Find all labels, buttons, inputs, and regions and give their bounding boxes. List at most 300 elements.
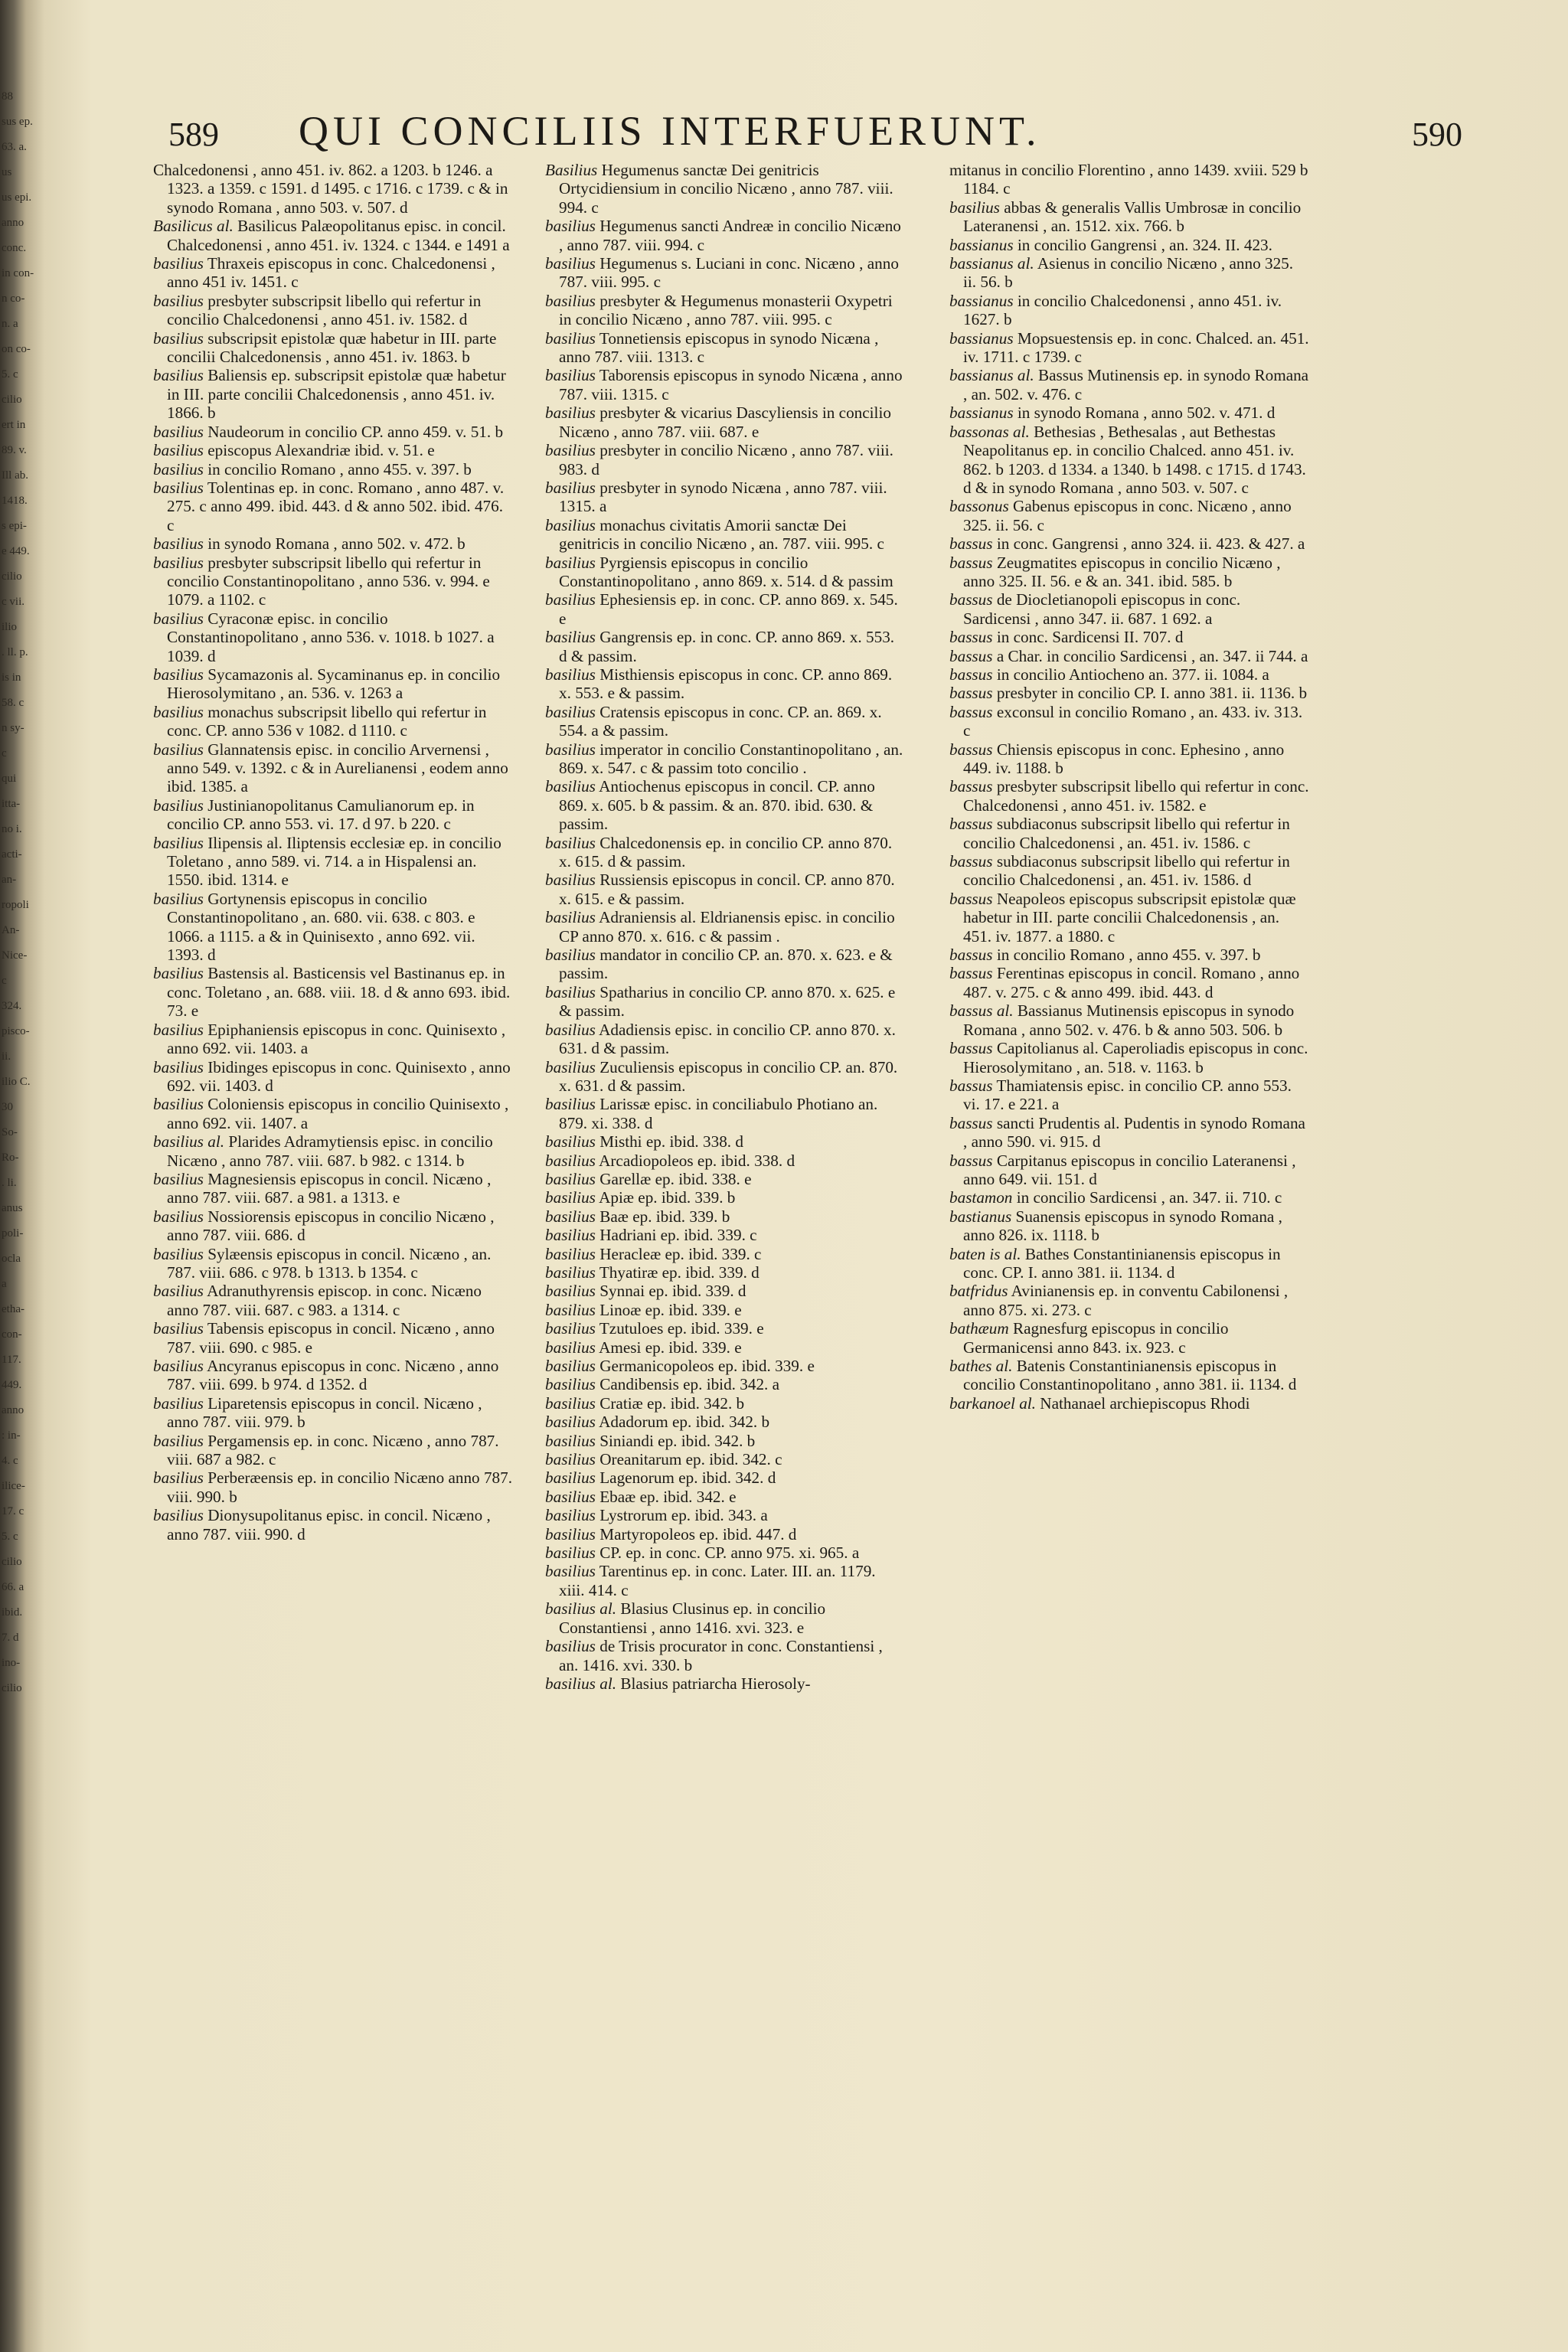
entry-text: in conc. Sardicensi II. 707. d bbox=[996, 628, 1184, 647]
entry-headword: bassus bbox=[949, 553, 993, 572]
entry-text: Adranuthyrensis episcop. in conc. Nicæno anno 787. viii. 687. c 983. a 1314. c bbox=[167, 1282, 482, 1319]
entry-headword: basilius bbox=[545, 1431, 596, 1450]
gutter-fragment: is in bbox=[2, 671, 21, 684]
entry-headword: basilius bbox=[545, 833, 596, 852]
entry-text: abbas & generalis Vallis Umbrosæ in concilio Lateranensi , an. 1512. xix. 766. b bbox=[963, 198, 1302, 236]
gutter-fragment: s epi- bbox=[2, 520, 27, 532]
index-entry bbox=[153, 460, 513, 479]
index-entry bbox=[153, 534, 513, 553]
entry-text: Justinianopolitanus Camulianorum ep. in concilio CP. anno 553. vi. 17. d 97. b 220. c bbox=[167, 795, 475, 834]
entry-headword: bassianus bbox=[949, 235, 1014, 254]
entry-text: presbyter in concilio CP. I. anno 381. ii. 1136. b bbox=[996, 684, 1308, 703]
index-entry bbox=[949, 740, 1309, 778]
index-entry bbox=[949, 815, 1309, 852]
entry-text: Ferentinas episcopus in concil. Romano , anno 487. v. 275. c & anno 499. ibid. 443. d bbox=[963, 964, 1300, 1001]
entry-text: Spatharius in concilio CP. anno 870. x. 625. e & passim. bbox=[559, 982, 896, 1021]
entry-headword: barkanoel al. bbox=[949, 1393, 1036, 1413]
entry-headword: basilius bbox=[545, 871, 596, 890]
entry-headword: basilius bbox=[545, 441, 596, 460]
entry-headword: basilius bbox=[153, 1169, 204, 1188]
index-entry bbox=[545, 1468, 905, 1487]
entry-text: imperator in concilio Constantinopolitano , an. 869. x. 547. c & passim toto concilio . bbox=[559, 740, 903, 777]
gutter-fragment: Nice- bbox=[2, 949, 28, 962]
gutter-fragment: 58. c bbox=[2, 697, 24, 709]
gutter-fragment: us bbox=[2, 166, 12, 178]
entry-headword: basilius bbox=[545, 1226, 596, 1245]
index-entry bbox=[949, 628, 1309, 646]
entry-headword: basilius bbox=[153, 553, 204, 572]
entry-headword: basilius bbox=[153, 366, 204, 385]
gutter-fragment: ino- bbox=[2, 1657, 21, 1669]
index-entry bbox=[153, 1394, 513, 1432]
index-entry bbox=[153, 1319, 513, 1357]
index-entry bbox=[949, 366, 1309, 403]
entry-headword: bassus bbox=[949, 702, 993, 721]
entry-text: presbyter in synodo Nicæna , anno 787. viii. 1315. a bbox=[559, 478, 887, 516]
entry-text: Ragnesfurg episcopus in concilio Germanicensi anno 843. ix. 923. c bbox=[963, 1319, 1229, 1357]
index-column-1 bbox=[153, 161, 513, 2320]
entry-text: Chalcedonensis ep. in concilio CP. anno 870. x. 615. d & passim. bbox=[559, 833, 893, 871]
index-entry bbox=[545, 1188, 905, 1207]
index-entry bbox=[153, 554, 513, 609]
entry-text: monachus subscripsit libello qui refertur in conc. CP. anno 536 v 1082. d 1110. c bbox=[167, 702, 487, 740]
gutter-fragment: con- bbox=[2, 1328, 22, 1341]
entry-text: Apiæ ep. ibid. 339. b bbox=[599, 1188, 736, 1207]
index-entry bbox=[949, 684, 1309, 702]
entry-text: Sylæensis episcopus in concil. Nicæno , an. 787. viii. 686. c 978. b 1313. b 1354. c bbox=[167, 1244, 492, 1282]
entry-headword: basilius bbox=[545, 403, 596, 423]
gutter-fragment: poli- bbox=[2, 1227, 24, 1240]
entry-text: Martyropoleos ep. ibid. 447. d bbox=[599, 1524, 797, 1544]
entry-headword: basilius bbox=[545, 1357, 596, 1375]
gutter-fragment: So- bbox=[2, 1126, 18, 1138]
gutter-fragment: on co- bbox=[2, 343, 31, 355]
entry-headword: basilius bbox=[545, 1263, 596, 1282]
index-entry bbox=[545, 983, 905, 1021]
entry-text: Basilicus Palæopolitanus episc. in concil. Chalcedonensi , anno 451. iv. 1324. c 1344. e 1491 a bbox=[167, 217, 510, 254]
index-entry bbox=[949, 329, 1309, 367]
entry-text: Capitolianus al. Caperoliadis episcopus in conc. Hierosolymitano , an. 518. v. 1163. b bbox=[963, 1039, 1308, 1076]
entry-headword: bassianus al. bbox=[949, 366, 1034, 385]
gutter-fragment: an- bbox=[2, 874, 17, 886]
entry-headword: bassus bbox=[949, 777, 993, 796]
index-entry bbox=[153, 703, 513, 740]
entry-text: Garellæ ep. ibid. 338. e bbox=[599, 1169, 752, 1188]
index-entry bbox=[949, 890, 1309, 946]
index-entry bbox=[545, 554, 905, 591]
index-entry bbox=[949, 590, 1309, 628]
entry-text: Cratensis episcopus in conc. CP. an. 869. x. 554. a & passim. bbox=[559, 702, 882, 740]
entry-text: in synodo Romana , anno 502. v. 472. b bbox=[207, 534, 466, 554]
entry-headword: basilius bbox=[545, 1319, 596, 1338]
index-entry bbox=[545, 161, 905, 217]
gutter-fragment: 117. bbox=[2, 1354, 21, 1366]
entry-text: presbyter subscripsit libello qui refertur in conc. Chalcedonensi , anno 451. iv. 1582. e bbox=[963, 777, 1309, 815]
index-entry bbox=[153, 217, 513, 254]
gutter-fragment: ert in bbox=[2, 419, 26, 431]
index-entry bbox=[949, 1001, 1309, 1039]
entry-text: Plarides Adramytiensis episc. in concilio Nicæno , anno 787. viii. 687. b 982. c 1314. b bbox=[167, 1132, 493, 1170]
entry-headword: basilius bbox=[153, 1431, 204, 1450]
entry-headword: basilius bbox=[545, 590, 596, 609]
index-column-3 bbox=[949, 161, 1309, 2320]
entry-headword: bassus bbox=[949, 815, 993, 834]
index-entry bbox=[153, 1357, 513, 1394]
gutter-fragment: : in- bbox=[2, 1429, 21, 1442]
gutter-fragment: cilio bbox=[2, 570, 22, 583]
gutter-fragment: itta- bbox=[2, 798, 21, 810]
entry-headword: bassus bbox=[949, 1076, 993, 1095]
entry-text: Naudeorum in concilio CP. anno 459. v. 51. b bbox=[207, 422, 504, 441]
entry-text: Lagenorum ep. ibid. 342. d bbox=[599, 1468, 776, 1488]
entry-text: Thamiatensis episc. in concilio CP. anno 553. vi. 17. e 221. a bbox=[963, 1076, 1292, 1114]
entry-text: Bassus Mutinensis ep. in synodo Romana , an. 502. v. 476. c bbox=[963, 366, 1309, 403]
index-entry bbox=[545, 1488, 905, 1506]
index-entry bbox=[153, 292, 513, 329]
entry-headword: basilius bbox=[153, 422, 204, 441]
index-entry bbox=[949, 647, 1309, 665]
entry-text: Chalcedonensi , anno 451. iv. 862. a 1203. b 1246. a 1323. a 1359. c 1591. d 1495. c 1716. c 1739. c & in synodo Romana , anno 503. v. 507. d bbox=[153, 161, 508, 217]
index-entry bbox=[545, 1562, 905, 1599]
entry-text: Zuculiensis episcopus in concilio CP. an. 870. x. 631. d & passim. bbox=[559, 1057, 898, 1095]
index-entry bbox=[949, 1152, 1309, 1189]
entry-text: Epiphaniensis episcopus in conc. Quinisexto , anno 692. vii. 1403. a bbox=[167, 1020, 506, 1058]
entry-text: Liparetensis episcopus in concil. Nicæno , anno 787. viii. 979. b bbox=[167, 1393, 482, 1432]
entry-text: Heracleæ ep. ibid. 339. c bbox=[599, 1244, 762, 1263]
gutter-fragment: anus bbox=[2, 1202, 23, 1214]
entry-headword: basilius bbox=[545, 1300, 596, 1319]
index-entry bbox=[545, 1506, 905, 1524]
index-entry bbox=[949, 1207, 1309, 1245]
entry-headword: basilius bbox=[153, 478, 204, 497]
entry-text: Taborensis episcopus in synodo Nicæna , anno 787. viii. 1315. c bbox=[559, 366, 903, 403]
index-entry bbox=[545, 1394, 905, 1413]
index-column-2 bbox=[545, 161, 905, 2320]
index-entry bbox=[153, 834, 513, 890]
index-entry bbox=[949, 423, 1309, 498]
gutter-fragment: qui bbox=[2, 773, 17, 785]
entry-text: subdiaconus subscripsit libello qui refertur in concilio Chalcedonensi , an. 451. iv. 1586. d bbox=[963, 852, 1290, 890]
entry-headword: basilius bbox=[545, 665, 596, 684]
entry-headword: basilius bbox=[545, 254, 596, 273]
entry-headword: basilius bbox=[545, 702, 596, 721]
entry-text: Dionysupolitanus episc. in concil. Nicæno , anno 787. viii. 990. d bbox=[167, 1506, 491, 1544]
entry-headword: basilius bbox=[545, 1375, 596, 1394]
index-entry bbox=[545, 1058, 905, 1096]
index-entry bbox=[949, 1076, 1309, 1114]
entry-text: Adadiensis episc. in concilio CP. anno 870. x. 631. d & passim. bbox=[559, 1020, 896, 1058]
index-entry bbox=[545, 628, 905, 665]
index-entry bbox=[949, 292, 1309, 329]
entry-headword: basilius bbox=[153, 740, 204, 759]
gutter-fragment: Ill ab. bbox=[2, 469, 28, 482]
entry-headword: basilius bbox=[153, 534, 204, 554]
index-entry bbox=[153, 1468, 513, 1506]
entry-text: mitanus in concilio Florentino , anno 1439. xviii. 529 b 1184. c bbox=[949, 161, 1308, 198]
entry-text: subdiaconus subscripsit libello qui refertur in concilio Chalcedonensi , an. 451. iv. 1586. c bbox=[963, 815, 1290, 852]
gutter-fragment: e 449. bbox=[2, 545, 30, 557]
index-entry bbox=[545, 1207, 905, 1226]
entry-text: Magnesiensis episcopus in concil. Nicæno , anno 787. viii. 687. a 981. a 1313. e bbox=[167, 1169, 492, 1207]
index-entry bbox=[153, 1207, 513, 1245]
gutter-fragment: n co- bbox=[2, 292, 25, 305]
index-entry bbox=[949, 198, 1309, 236]
entry-headword: basilius bbox=[153, 1506, 204, 1525]
entry-text: Neapoleos episcopus subscripsit epistolæ quæ habetur in III. parte concilii Chalcedonensis , an. 451. iv. 1877. a 1880. c bbox=[963, 889, 1296, 946]
entry-headword: bassus bbox=[949, 1113, 993, 1132]
gutter-fragment: 88 bbox=[2, 90, 13, 103]
index-entry bbox=[153, 1058, 513, 1096]
entry-text: Amesi ep. ibid. 339. e bbox=[599, 1338, 742, 1357]
entry-text: mandator in concilio CP. an. 870. x. 623. e & passim. bbox=[559, 946, 893, 983]
index-entry bbox=[545, 1226, 905, 1244]
index-entry bbox=[949, 1394, 1309, 1413]
entry-text: a Char. in concilio Sardicensi , an. 347. ii 744. a bbox=[996, 646, 1308, 665]
entry-text: Tabensis episcopus in concil. Nicæno , anno 787. viii. 690. c 985. e bbox=[167, 1319, 495, 1357]
index-entry bbox=[153, 740, 513, 796]
entry-headword: basilius bbox=[153, 441, 204, 460]
index-entry bbox=[153, 1282, 513, 1319]
entry-text: Lystrorum ep. ibid. 343. a bbox=[599, 1506, 768, 1525]
entry-headword: baten is al. bbox=[949, 1244, 1021, 1263]
index-entry bbox=[545, 1357, 905, 1375]
entry-headword: basilius bbox=[949, 198, 1000, 217]
index-entry bbox=[949, 497, 1309, 534]
entry-text: Bathes Constantinianensis episcopus in conc. CP. I. anno 381. ii. 1134. d bbox=[963, 1244, 1281, 1282]
entry-text: Cratiæ ep. ibid. 342. b bbox=[599, 1393, 745, 1413]
entry-text: in concilio Sardicensi , an. 347. ii. 710. c bbox=[1016, 1188, 1282, 1207]
entry-text: CP. ep. in conc. CP. anno 975. xi. 965. a bbox=[599, 1544, 860, 1563]
entry-text: exconsul in concilio Romano , an. 433. iv. 313. c bbox=[963, 702, 1303, 740]
index-entry bbox=[949, 534, 1309, 553]
entry-text: Coloniensis episcopus in concilio Quinisexto , anno 692. vii. 1407. a bbox=[167, 1095, 509, 1132]
entry-headword: basilius bbox=[153, 1020, 204, 1039]
gutter-fragment: 7. d bbox=[2, 1632, 19, 1644]
index-entry bbox=[545, 1450, 905, 1468]
gutter-fragment: 66. a bbox=[2, 1581, 24, 1593]
index-entry bbox=[545, 254, 905, 292]
entry-text: Synnai ep. ibid. 339. d bbox=[599, 1282, 746, 1301]
entry-text: Tolentinas ep. in conc. Romano , anno 487. v. 275. c anno 499. ibid. 443. d & anno 502. ibid. 476. c bbox=[167, 478, 505, 534]
gutter-fragment: etha- bbox=[2, 1303, 24, 1315]
index-entry bbox=[949, 1114, 1309, 1152]
index-entry bbox=[153, 609, 513, 665]
entry-headword: basilius bbox=[545, 1282, 596, 1301]
gutter-fragment: us epi. bbox=[2, 191, 32, 204]
index-entry bbox=[545, 1413, 905, 1431]
entry-headword: bassonas al. bbox=[949, 422, 1030, 441]
gutter-fragment: . ll. p. bbox=[2, 646, 28, 658]
index-entry bbox=[153, 1095, 513, 1132]
entry-text: Avinianensis ep. in conventu Cabilonensi , anno 875. xi. 273. c bbox=[963, 1282, 1289, 1319]
index-entry bbox=[153, 366, 513, 422]
gutter-fragment: n. a bbox=[2, 318, 18, 330]
index-entry bbox=[545, 1245, 905, 1263]
entry-text: presbyter in concilio Nicæno , anno 787. viii. 983. d bbox=[559, 441, 893, 479]
index-entry bbox=[545, 1021, 905, 1058]
gutter-fragment: 63. a. bbox=[2, 141, 27, 153]
index-entry bbox=[949, 852, 1309, 890]
entry-text: Adadorum ep. ibid. 342. b bbox=[599, 1413, 770, 1432]
entry-headword: basilius bbox=[545, 1637, 596, 1656]
entry-headword: basilius bbox=[545, 946, 596, 965]
entry-headword: basilius bbox=[545, 1393, 596, 1413]
gutter-fragment: 89. v. bbox=[2, 444, 27, 456]
entry-headword: basilius bbox=[545, 328, 596, 348]
entry-text: Ephesiensis ep. in conc. CP. anno 869. x. 545. e bbox=[559, 590, 898, 628]
entry-headword: bassus bbox=[949, 1151, 993, 1170]
index-entry bbox=[949, 1357, 1309, 1394]
gutter-fragment: 1418. bbox=[2, 495, 28, 507]
index-entry bbox=[545, 834, 905, 871]
entry-headword: bassus bbox=[949, 852, 993, 871]
index-entry bbox=[949, 1282, 1309, 1319]
index-entry bbox=[545, 871, 905, 908]
index-entry bbox=[545, 1282, 905, 1300]
gutter-fragment: Ro- bbox=[2, 1152, 19, 1164]
entry-headword: basilius bbox=[545, 1468, 596, 1488]
index-entry bbox=[545, 441, 905, 479]
index-entry bbox=[949, 665, 1309, 684]
entry-text: Baliensis ep. subscripsit epistolæ quæ habetur in III. parte concilii Chalcedonensis , anno 451. iv. 1866. b bbox=[167, 366, 506, 423]
entry-headword: bassianus bbox=[949, 291, 1014, 310]
entry-headword: basilius bbox=[545, 1338, 596, 1357]
entry-headword: basilius bbox=[545, 982, 596, 1001]
entry-headword: bathes al. bbox=[949, 1357, 1013, 1375]
entry-text: presbyter & vicarius Dascyliensis in concilio Nicæno , anno 787. viii. 687. e bbox=[559, 403, 891, 441]
entry-text: Ancyranus episcopus in conc. Nicæno , anno 787. viii. 699. b 974. d 1352. d bbox=[167, 1357, 499, 1394]
index-entry bbox=[153, 254, 513, 292]
entry-headword: bassus bbox=[949, 684, 993, 703]
entry-headword: bassus bbox=[949, 740, 993, 759]
entry-headword: basilius bbox=[545, 1207, 596, 1226]
gutter-fragment: n sy- bbox=[2, 722, 24, 734]
index-entry bbox=[949, 161, 1309, 198]
entry-text: Tzutuloes ep. ibid. 339. e bbox=[599, 1319, 764, 1338]
entry-text: in concilio Romano , anno 455. v. 397. b bbox=[207, 459, 472, 479]
gutter-fragment: 30 bbox=[2, 1101, 13, 1113]
entry-text: Tarentinus ep. in conc. Later. III. an. 1179. xiii. 414. c bbox=[559, 1562, 876, 1599]
entry-text: subscripsit epistolæ quæ habetur in III. parte concilii Chalcedonensis , anno 451. iv. 1863. b bbox=[167, 328, 497, 367]
entry-headword: basilius bbox=[153, 291, 204, 310]
entry-text: in concilio Romano , anno 455. v. 397. b bbox=[996, 946, 1261, 965]
gutter-fragment: 17. c bbox=[2, 1505, 24, 1517]
entry-text: Baæ ep. ibid. 339. b bbox=[599, 1207, 730, 1226]
index-entry bbox=[949, 946, 1309, 964]
entry-headword: basilius bbox=[153, 1468, 204, 1488]
entry-headword: basilius bbox=[545, 1188, 596, 1207]
index-entry bbox=[545, 403, 905, 441]
index-entry bbox=[545, 777, 905, 833]
index-entry bbox=[545, 1544, 905, 1562]
entry-headword: basilius bbox=[545, 1057, 596, 1076]
entry-headword: bassus bbox=[949, 1039, 993, 1058]
entry-text: Gabenus episcopus in conc. Nicæno , anno 325. ii. 56. c bbox=[963, 497, 1292, 534]
entry-headword: bassus bbox=[949, 628, 993, 647]
entry-text: presbyter & Hegumenus monasterii Oxypetri in concilio Nicæno , anno 787. viii. 995. c bbox=[559, 291, 893, 329]
entry-headword: bassianus al. bbox=[949, 254, 1034, 273]
gutter-fragment: cilio bbox=[2, 394, 22, 406]
entry-headword: basilius bbox=[545, 1020, 596, 1039]
entry-headword: basilius bbox=[545, 1562, 596, 1581]
entry-text: in concilio Antiocheno an. 377. ii. 1084. a bbox=[996, 665, 1269, 684]
entry-text: Bethesias , Bethesalas , aut Bethestas Neapolitanus ep. in concilio Chalced. anno 451. iv. 862. b 1203. d 1334. a 1340. b 1498. c 1715. d 1743. d & in synodo Romana , anno 503. v. 507. c bbox=[963, 422, 1306, 497]
index-entry bbox=[545, 1263, 905, 1282]
entry-headword: basilius bbox=[153, 1057, 204, 1076]
entry-text: Arcadiopoleos ep. ibid. 338. d bbox=[599, 1151, 795, 1170]
index-entry bbox=[153, 1245, 513, 1282]
index-entry bbox=[153, 1021, 513, 1058]
gutter-fragment: no i. bbox=[2, 823, 22, 835]
entry-text: Hegumenus sanctæ Dei genitricis Ortycidiensium in concilio Nicæno , anno 787. viii. 994. c bbox=[559, 161, 893, 217]
index-entry bbox=[545, 1637, 905, 1674]
entry-headword: bassus al. bbox=[949, 1001, 1014, 1021]
entry-headword: basilius bbox=[545, 1169, 596, 1188]
index-entry bbox=[545, 292, 905, 329]
gutter-fragment: c bbox=[2, 747, 7, 760]
gutter-fragment: c vii. bbox=[2, 596, 24, 608]
entry-text: Ebaæ ep. ibid. 342. e bbox=[599, 1487, 737, 1506]
entry-text: Linoæ ep. ibid. 339. e bbox=[599, 1300, 742, 1319]
entry-text: Carpitanus episcopus in concilio Lateranensi , anno 649. vii. 151. d bbox=[963, 1151, 1296, 1188]
index-entry bbox=[153, 890, 513, 965]
index-entry bbox=[153, 796, 513, 834]
entry-headword: basilius bbox=[153, 254, 204, 273]
gutter-fragment: ilio C. bbox=[2, 1076, 31, 1088]
index-entry bbox=[545, 1525, 905, 1544]
entry-headword: basilius bbox=[545, 1450, 596, 1469]
index-entry bbox=[545, 740, 905, 778]
entry-headword: bassonus bbox=[949, 497, 1009, 516]
gutter-fragment: anno bbox=[2, 1404, 24, 1416]
entry-headword: basilius bbox=[545, 740, 596, 759]
entry-headword: basilius bbox=[545, 1151, 596, 1170]
entry-text: Pergamensis ep. in conc. Nicæno , anno 787. viii. 687 a 982. c bbox=[167, 1431, 499, 1469]
entry-text: in concilio Chalcedonensi , anno 451. iv. 1627. b bbox=[963, 291, 1282, 329]
entry-headword: basilius bbox=[545, 1524, 596, 1544]
entry-text: Larissæ episc. in conciliabulo Photiano an. 879. xi. 338. d bbox=[559, 1095, 878, 1132]
entry-headword: basilius bbox=[153, 1319, 204, 1338]
entry-headword: basilius al. bbox=[545, 1674, 617, 1693]
entry-headword: bathæum bbox=[949, 1319, 1009, 1338]
gutter-fragment: cilio bbox=[2, 1682, 22, 1694]
entry-headword: bastamon bbox=[949, 1188, 1013, 1207]
page-header bbox=[153, 107, 1462, 168]
entry-headword: Basilicus al. bbox=[153, 217, 234, 236]
index-entry bbox=[153, 964, 513, 1020]
gutter-fragment: ilice- bbox=[2, 1480, 25, 1492]
entry-headword: bassus bbox=[949, 534, 993, 554]
entry-text: Bastensis al. Basticensis vel Bastinanus ep. in conc. Toletano , an. 688. viii. 18. d & anno 693. ibid. 73. e bbox=[167, 964, 511, 1021]
gutter-fragment: 324. bbox=[2, 1000, 22, 1012]
entry-headword: bassus bbox=[949, 946, 993, 965]
entry-text: Candibensis ep. ibid. 342. a bbox=[599, 1375, 780, 1394]
entry-headword: basilius bbox=[153, 1357, 204, 1375]
index-entry bbox=[153, 1170, 513, 1207]
index-entry bbox=[949, 1319, 1309, 1357]
index-entry bbox=[153, 423, 513, 441]
page-number-right: 590 bbox=[1412, 116, 1462, 153]
gutter-fragment: conc. bbox=[2, 242, 27, 254]
index-entry bbox=[545, 1375, 905, 1393]
index-entry bbox=[545, 703, 905, 740]
entry-headword: basilius bbox=[545, 1244, 596, 1263]
entry-text: Siniandi ep. ibid. 342. b bbox=[599, 1431, 756, 1450]
entry-text: Ibidinges episcopus in conc. Quinisexto , anno 692. vii. 1403. d bbox=[167, 1057, 511, 1095]
entry-headword: bassianus bbox=[949, 328, 1014, 348]
entry-headword: basilius bbox=[153, 1393, 204, 1413]
entry-headword: bassus bbox=[949, 889, 993, 908]
